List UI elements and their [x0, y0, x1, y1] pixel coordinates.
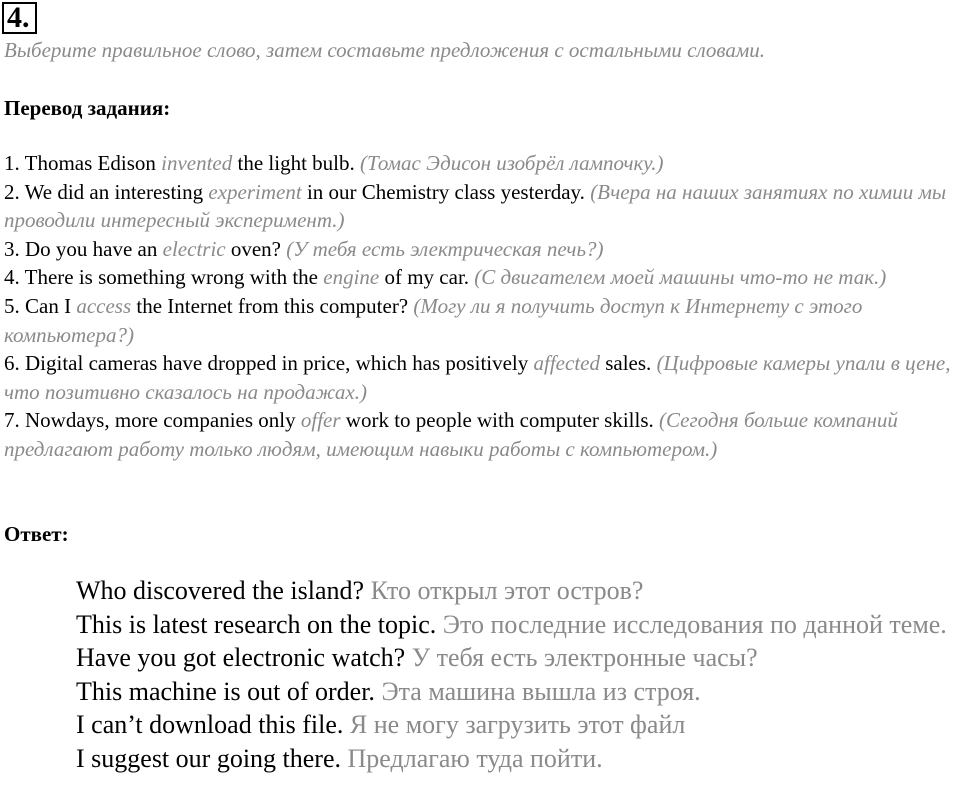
answer-russian: Эта машина вышла из строя. — [381, 676, 701, 706]
item-text-before: 3. Do you have an — [4, 236, 163, 261]
answer-english: Who discovered the island? — [76, 576, 371, 605]
item-text-after: the Internet from this computer? — [131, 293, 414, 318]
answer-list — [76, 574, 956, 775]
item-text-after: the light bulb. — [232, 151, 361, 175]
answer-word: affected — [533, 351, 600, 376]
item-text-before: 4. There is something wrong with the — [4, 265, 324, 290]
item-text-after: sales. — [599, 351, 657, 376]
item-translation: (Могу ли я получить доступ к Интернету с этого компьютера?) — [4, 293, 863, 347]
exercise-item-6 — [4, 349, 960, 406]
item-translation: (У тебя есть электрическая печь?) — [286, 236, 604, 261]
item-text-after: work to people with computer skills. — [340, 408, 660, 433]
answer-english: I suggest our going there. — [76, 743, 348, 773]
exercise-item-1 — [4, 149, 960, 178]
answer-russian: Предлагаю туда пойти. — [347, 743, 603, 773]
answer-english: This machine is out of order. — [76, 676, 382, 706]
answer-sentence-5 — [76, 708, 956, 742]
answer-word: invented — [161, 151, 233, 175]
item-translation: (Цифровые камеры упали в цене, что позитивно сказалось на продажах.) — [4, 351, 951, 404]
answer-russian: Я не могу загрузить этот файл — [349, 710, 686, 739]
exercise-item-7 — [4, 406, 960, 463]
answer-sentence-4 — [76, 675, 956, 709]
item-text-after: of my car. — [379, 265, 475, 290]
item-text-before: 2. We did an interesting — [4, 179, 209, 204]
answer-word: engine — [323, 265, 380, 290]
item-text-before: 6. Digital cameras have dropped in price, which has positively — [4, 351, 534, 376]
item-translation: (С двигателем моей машины что-то не так.) — [474, 265, 887, 290]
exercise-list — [4, 149, 960, 464]
exercise-item-3 — [4, 235, 960, 264]
answer-sentence-3 — [76, 641, 956, 675]
exercise-item-2 — [4, 178, 960, 235]
item-translation: (Сегодня больше компаний предлагают работу только людям, имеющим навыки работы с компьютером.) — [4, 408, 898, 461]
answer-english: I can’t download this file. — [76, 710, 350, 739]
item-text-after: in our Chemistry class yesterday. — [301, 179, 591, 204]
task-instruction: Выберите правильное слово, затем составьте предложения с остальными словами. — [4, 38, 766, 62]
answer-word: offer — [300, 408, 341, 433]
answer-english: Have you got electronic watch? — [76, 643, 412, 672]
answer-sentence-2 — [76, 608, 956, 642]
item-text-before: 7. Nowdays, more companies only — [4, 408, 301, 433]
answer-russian: У тебя есть электронные часы? — [411, 643, 758, 672]
item-text-after: oven? — [225, 236, 287, 261]
answer-sentence-1 — [76, 574, 956, 608]
item-text-before: 5. Can I — [4, 293, 77, 318]
answer-word: access — [76, 293, 132, 318]
answer-russian: Это последние исследования по данной теме. — [442, 609, 947, 639]
item-translation: (Томас Эдисон изобрёл лампочку.) — [360, 151, 664, 175]
answer-sentence-6 — [76, 742, 956, 776]
task-number: 4. — [2, 2, 37, 34]
answer-word: experiment — [208, 179, 302, 204]
answer-heading: Ответ: — [4, 522, 69, 546]
answer-english: This is latest research on the topic. — [76, 609, 443, 639]
exercise-item-5 — [4, 292, 960, 349]
item-translation: (Вчера на наших занятиях по химии мы проводили интересный эксперимент.) — [4, 179, 947, 233]
item-text-before: 1. Thomas Edison — [4, 151, 162, 175]
translation-heading: Перевод задания: — [4, 96, 171, 120]
exercise-item-4 — [4, 263, 960, 292]
answer-russian: Кто открыл этот остров? — [370, 576, 644, 605]
answer-word: electric — [162, 236, 226, 261]
